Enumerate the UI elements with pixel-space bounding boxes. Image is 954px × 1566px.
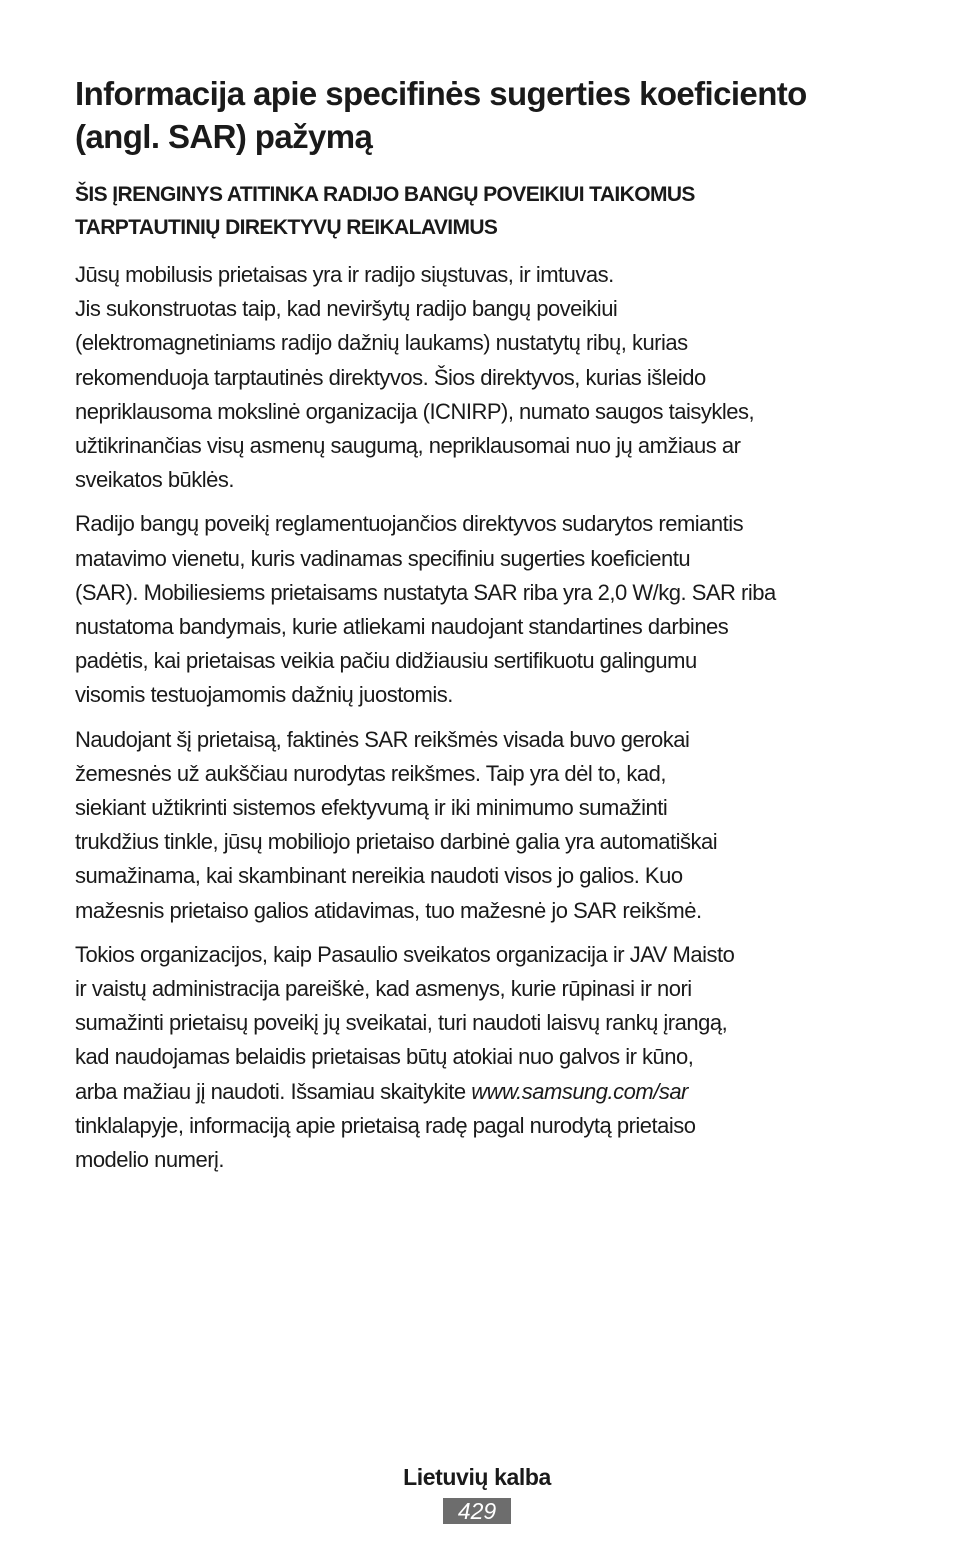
text-line: sumažinti prietaisų poveikį jų sveikatai, turi naudoti laisvų rankų įrangą,	[75, 1010, 728, 1036]
text-line: tinklalapyje, informaciją apie prietaisą radę pagal nurodytą prietaiso	[75, 1112, 696, 1138]
page-footer	[0, 1462, 954, 1524]
subheading-line: ŠIS ĮRENGINYS ATITINKA RADIJO BANGŲ POVEIKIUI TAIKOMUS	[75, 183, 695, 206]
link-line-prefix: arba mažiau jį naudoti. Išsamiau skaitykite	[75, 1078, 472, 1104]
text-line	[75, 1075, 883, 1109]
paragraph-exposure-intro	[75, 258, 883, 497]
text-line: siekiant užtikrinti sistemos efektyvumą ir iki minimumo sumažinti	[75, 795, 668, 821]
text-line: (elektromagnetiniams radijo dažnių laukams) nustatytų ribų, kurias	[75, 330, 688, 356]
document-page	[75, 72, 883, 1187]
text-line: Radijo bangų poveikį reglamentuojančios direktyvos sudarytos remiantis	[75, 511, 744, 537]
text-line: Jūsų mobilusis prietaisas yra ir radijo siųstuvas, ir imtuvas.	[75, 262, 614, 287]
text-line: Tokios organizacijos, kaip Pasaulio sveikatos organizacija ir JAV Maisto	[75, 941, 735, 967]
title-line: Informacija apie specifinės sugerties koeficiento	[75, 75, 807, 112]
text-line: mažesnis prietaiso galios atidavimas, tuo mažesnė jo SAR reikšmė.	[75, 897, 702, 923]
text-line: ir vaistų administracija pareiškė, kad asmenys, kurie rūpinasi ir nori	[75, 976, 692, 1002]
subheading-line: TARPTAUTINIŲ DIREKTYVŲ REIKALAVIMUS	[75, 216, 498, 239]
text-line: rekomenduoja tarptautinės direktyvos. Šios direktyvos, kurias išleido	[75, 364, 706, 390]
text-line: padėtis, kai prietaisas veikia pačiu didžiausiu sertifikuotu galingumu	[75, 648, 697, 674]
text-line: visomis testuojamomis dažnių juostomis.	[75, 682, 453, 708]
paragraph-organizations	[75, 938, 883, 1177]
title-line: (angl. SAR) pažymą	[75, 118, 373, 155]
text-line: trukdžius tinkle, jūsų mobiliojo prietaiso darbinė galia yra automatiškai	[75, 829, 718, 855]
text-line: matavimo vienetu, kuris vadinamas specifiniu sugerties koeficientu	[75, 545, 691, 571]
text-line: kad naudojamas belaidis prietaisas būtų atokiai nuo galvos ir kūno,	[75, 1044, 694, 1070]
samsung-sar-link[interactable]: www.samsung.com/sar	[471, 1078, 688, 1104]
text-line: sumažinama, kai skambinant nereikia naudoti visos jo galios. Kuo	[75, 863, 683, 889]
text-line: (SAR). Mobiliesiems prietaisams nustatyta SAR riba yra 2,0 W/kg. SAR riba	[75, 579, 776, 605]
page-title	[75, 72, 883, 158]
text-line: Naudojant šį prietaisą, faktinės SAR reikšmės visada buvo gerokai	[75, 726, 690, 752]
page-number-badge: 429	[443, 1498, 511, 1524]
text-line: modelio numerį.	[75, 1147, 225, 1173]
text-line: Jis sukonstruotas taip, kad neviršytų radijo bangų poveikiui	[75, 296, 618, 322]
text-line: užtikrinančias visų asmenų saugumą, nepriklausomai nuo jų amžiaus ar	[75, 433, 741, 459]
paragraph-sar-limit	[75, 507, 883, 712]
text-line: žemesnės už aukščiau nurodytas reikšmes. Taip yra dėl to, kad,	[75, 760, 667, 786]
text-line: nepriklausoma mokslinė organizacija (ICNIRP), numato saugos taisykles,	[75, 398, 755, 424]
section-subheading	[75, 178, 883, 244]
text-line: sveikatos būklės.	[75, 467, 235, 493]
paragraph-actual-sar	[75, 723, 883, 928]
footer-language: Lietuvių kalba	[403, 1464, 551, 1490]
text-line: nustatoma bandymais, kurie atliekami naudojant standartines darbines	[75, 614, 729, 640]
